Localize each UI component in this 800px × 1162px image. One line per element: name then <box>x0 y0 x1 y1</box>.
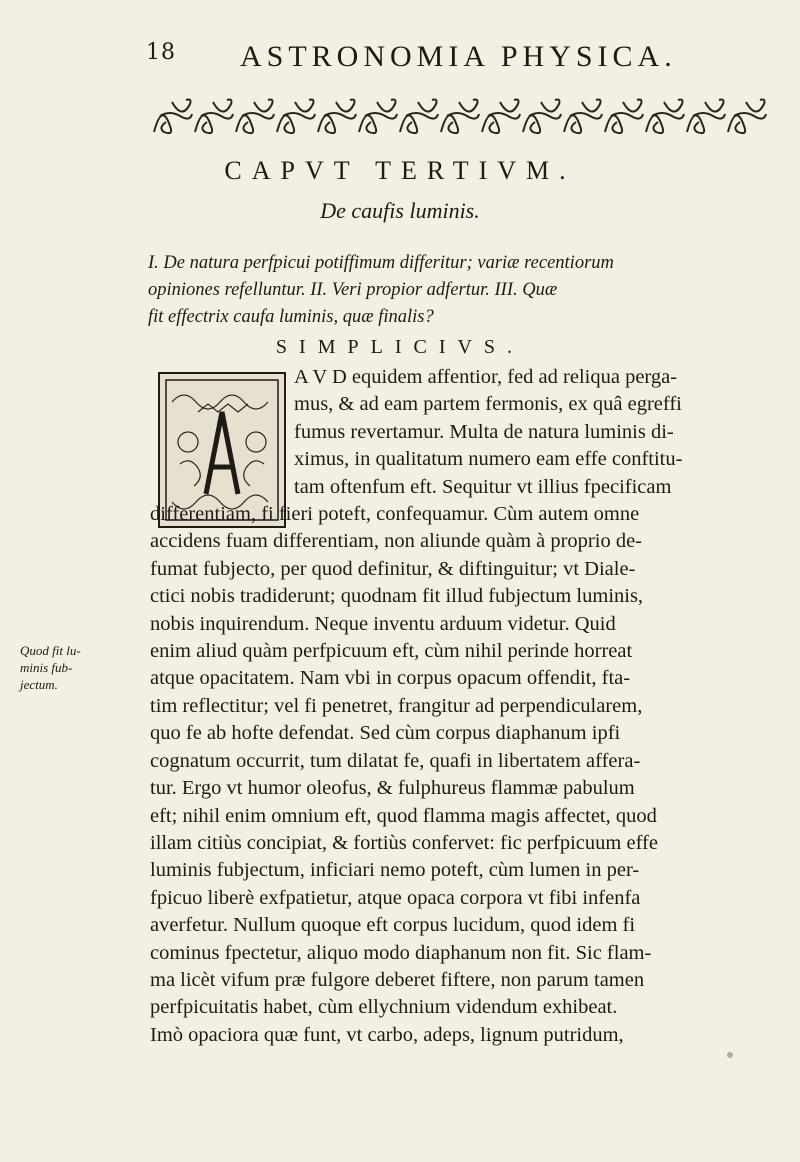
body-line: illam citiùs concipiat, & fortiùs confervet: fic perfpicuum effe <box>150 831 658 854</box>
ornament-flourish <box>687 100 725 134</box>
body-line: mus, & ad eam partem fermonis, ex quâ egreffi <box>294 393 682 416</box>
body-line: luminis fubjectum, inficiari nemo poteft, cùm lumen in per- <box>150 859 640 882</box>
ornament-flourish <box>728 100 766 134</box>
ornament-flourish <box>400 100 438 134</box>
chapter-title: CAPVT TERTIVM. <box>224 156 576 185</box>
margin-note-line: jectum. <box>20 677 58 692</box>
chapter-subtitle: De caufis luminis. <box>320 198 480 223</box>
ornament-flourish <box>359 100 397 134</box>
margin-note-line: minis fub- <box>20 660 73 675</box>
initial-letter: A <box>158 357 170 376</box>
body-line: eft; nihil enim omnium eft, quod flamma magis affectet, quod <box>150 804 657 827</box>
body-line: cognatum occurrit, tum dilatat fe, quafi in libertatem affera- <box>150 749 641 772</box>
body-line: tur. Ergo vt humor oleofus, & fulphureus flammæ pabulum <box>150 777 635 800</box>
ornament-flourish <box>564 100 602 134</box>
summary-line: I. De natura perfpicui potiffimum differitur; variæ recentiorum <box>148 253 614 273</box>
body-line: tim reflectitur; vel fi penetret, frangitur ad perpendicularem, <box>150 694 643 717</box>
body-line: cominus fpectetur, aliquo modo diaphanum non fit. Sic flam- <box>150 941 652 964</box>
body-line: nobis inquirendum. Neque inventu arduum videtur. Quid <box>150 612 616 635</box>
body-line: quo fe ab hofte defendat. Sed cùm corpus diaphanum ipfi <box>150 722 621 745</box>
ornament-flourish <box>195 100 233 134</box>
ornament-flourish <box>441 100 479 134</box>
body-line: perfpicuitatis habet, cùm ellychnium videndum exhibeat. <box>150 996 618 1019</box>
body-line: Imò opaciora quæ funt, vt carbo, adeps, lignum putridum, <box>150 1023 624 1046</box>
summary-line: opiniones refelluntur. II. Veri propior adfertur. III. Quæ <box>148 280 558 300</box>
body-line: fumat fubjecto, per quod definitur, & diftinguitur; vt Diale- <box>150 557 636 580</box>
running-head <box>0 40 800 80</box>
page-number: 18 <box>146 40 176 65</box>
body-line: ctici nobis tradiderunt; quodnam fit illud fubjectum luminis, <box>150 585 644 608</box>
margin-note-line: Quod fit lu- <box>20 643 81 658</box>
ornament-flourish <box>523 100 561 134</box>
ornament-flourish <box>605 100 643 134</box>
body-line: differentiam, fi fieri poteft, confequamur. Cùm autem omne <box>150 503 640 526</box>
ink-spot <box>727 1052 733 1058</box>
printer-ornament-band <box>150 94 765 140</box>
margin-note <box>20 642 130 693</box>
body-line: accidens fuam differentiam, non aliunde quàm à proprio de- <box>150 530 643 553</box>
ornament-flourish <box>482 100 520 134</box>
ornament-flourish <box>646 100 684 134</box>
body-line: fpicuo liberè exfpatietur, atque opaca corpora vt fibi infenfa <box>150 886 641 909</box>
body-line: atque opacitatem. Nam vbi in corpus opacum offendit, fta- <box>150 667 631 690</box>
body-line: tam oftenfum eft. Sequitur vt illius fpecificam <box>294 475 672 498</box>
body-line: A V D equidem affentior, fed ad reliqua perga- <box>294 366 678 388</box>
ornament-flourish <box>236 100 274 134</box>
ornament-flourish <box>154 100 192 134</box>
body-text <box>150 364 765 1049</box>
running-title: ASTRONOMIA PHYSICA. <box>240 40 677 73</box>
body-line: averfetur. Nullum quoque eft corpus lucidum, quod idem fi <box>150 914 636 937</box>
chapter-summary <box>148 250 763 331</box>
speaker-name: SIMPLICIVS. <box>275 336 525 358</box>
summary-line: fit effectrix caufa luminis, quæ finalis? <box>148 307 434 327</box>
body-line: enim aliud quàm perfpicuum eft, cùm nihil perinde horreat <box>150 640 633 663</box>
body-line: ximus, in qualitatum numero eam effe conftitu- <box>294 448 683 471</box>
ornament-flourish <box>277 100 315 134</box>
body-line: fumus revertamur. Multa de natura luminis di- <box>294 420 674 443</box>
ornament-flourish <box>318 100 356 134</box>
body-line: ma licèt vifum præ fulgore deberet fiftere, non parum tamen <box>150 968 645 991</box>
